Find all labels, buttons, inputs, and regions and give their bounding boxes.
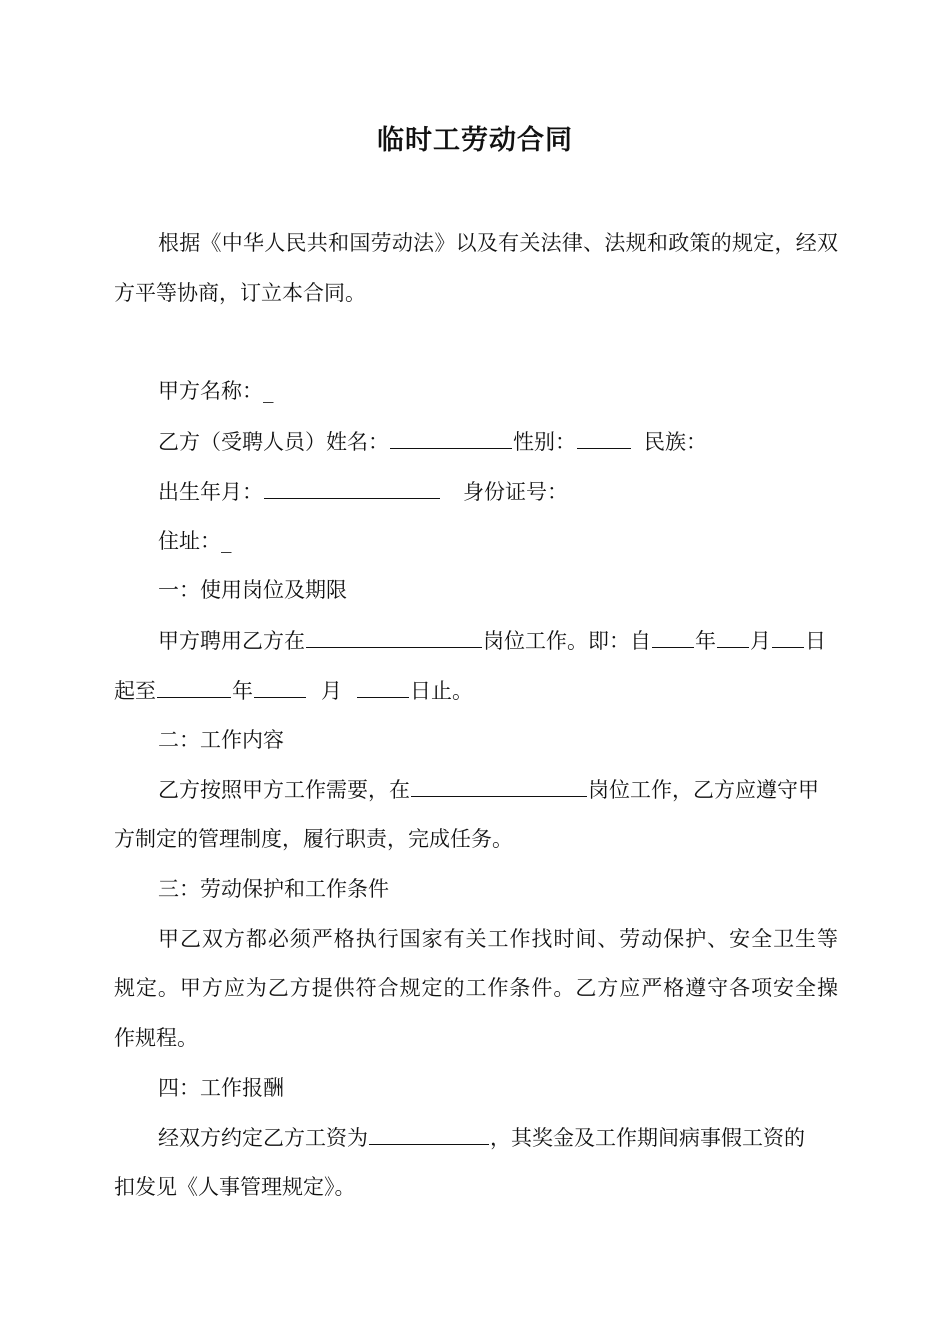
section-1-line-1 xyxy=(158,625,838,656)
party-b-name-label: 乙方（受聘人员）姓名： xyxy=(158,430,389,454)
section-2-line-2: 方制定的管理制度，履行职责，完成任务。 xyxy=(114,827,513,851)
s1-until-label: 起至 xyxy=(114,679,156,703)
document-title: 临时工劳动合同 xyxy=(377,125,573,156)
section-2-heading: 二：工作内容 xyxy=(158,728,284,752)
s4-text-a: 经双方约定乙方工资为 xyxy=(158,1126,368,1150)
start-month-blank xyxy=(717,625,749,648)
s1-month-label: 月 xyxy=(750,629,771,653)
section-3-line-2: 规定。甲方应为乙方提供符合规定的工作条件。乙方应严格遵守各项安全操 xyxy=(114,976,838,1000)
section-3-line-1: 甲乙双方都必须严格执行国家有关工作找时间、劳动保护、安全卫生等 xyxy=(158,927,838,951)
start-year-blank xyxy=(652,625,694,648)
birth-row xyxy=(158,476,838,507)
s1-text-b: 岗位工作。即：自 xyxy=(483,629,651,653)
end-year-blank xyxy=(157,675,231,698)
s2-text-b: 岗位工作，乙方应遵守甲 xyxy=(588,778,819,802)
start-day-blank xyxy=(772,625,804,648)
party-a-label: 甲方名称： xyxy=(158,379,263,403)
party-b-gender-label: 性别： xyxy=(513,430,576,454)
s1-end-day-label: 日止。 xyxy=(410,679,473,703)
s2-position-blank xyxy=(411,774,587,797)
salary-blank xyxy=(369,1122,489,1145)
party-b-row xyxy=(158,426,838,457)
end-month-blank xyxy=(254,675,306,698)
section-1-line-2 xyxy=(114,675,838,706)
s1-end-year-label: 年 xyxy=(232,679,253,703)
birth-label: 出生年月： xyxy=(158,480,263,504)
party-b-ethnicity-label: 民族： xyxy=(644,430,707,454)
party-b-gender-blank xyxy=(577,426,631,449)
section-1-heading: 一：使用岗位及期限 xyxy=(158,578,347,602)
address-value: _ xyxy=(221,529,232,553)
address-label: 住址： xyxy=(158,529,221,553)
s1-text-a: 甲方聘用乙方在 xyxy=(158,629,305,653)
end-day-blank xyxy=(357,675,409,698)
s1-end-month-label: 月 xyxy=(321,679,342,703)
party-a-row xyxy=(158,376,838,406)
section-3-line-3: 作规程。 xyxy=(114,1026,198,1050)
address-row xyxy=(158,526,838,556)
party-b-name-blank xyxy=(390,426,512,449)
section-2-line-1 xyxy=(158,774,838,805)
intro-line-1: 根据《中华人民共和国劳动法》以及有关法律、法规和政策的规定，经双 xyxy=(158,231,838,255)
id-number-label: 身份证号： xyxy=(463,480,568,504)
s1-year-label: 年 xyxy=(695,629,716,653)
section-4-heading: 四：工作报酬 xyxy=(158,1076,284,1100)
s2-text-a: 乙方按照甲方工作需要，在 xyxy=(158,778,410,802)
section-4-line-2: 扣发见《人事管理规定》。 xyxy=(114,1175,356,1199)
section-3-heading: 三：劳动保护和工作条件 xyxy=(158,877,389,901)
party-a-value: _ xyxy=(263,379,274,403)
s4-text-b: ，其奖金及工作期间病事假工资的 xyxy=(490,1126,805,1150)
s1-day-label: 日 xyxy=(805,629,826,653)
section-4-line-1 xyxy=(158,1122,838,1153)
birth-blank xyxy=(264,476,440,499)
position-blank xyxy=(306,625,482,648)
intro-line-2: 方平等协商，订立本合同。 xyxy=(114,281,366,305)
